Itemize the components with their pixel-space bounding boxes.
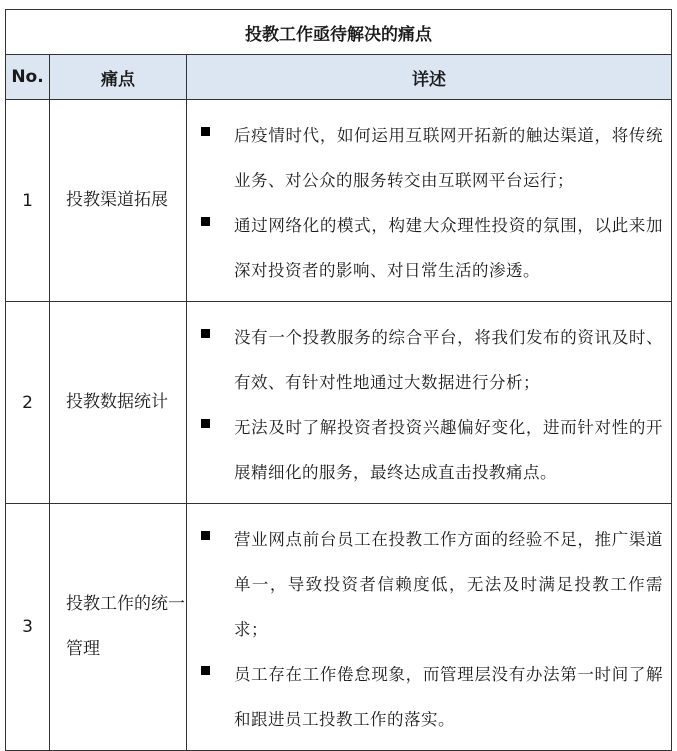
pain-point-name: 投教数据统计 — [50, 302, 187, 504]
detail-list — [187, 100, 672, 302]
detail-text: 后疫情时代，如何运用互联网开拓新的触达渠道，将传统业务、对公众的服务转交由互联网平台运行； — [234, 126, 664, 190]
table-title: 投教工作亟待解决的痛点 — [6, 10, 672, 55]
square-bullet-icon — [201, 329, 210, 338]
list-item — [201, 405, 663, 495]
detail-text: 员工存在工作倦怠现象，而管理层没有办法第一时间了解和跟进员工投教工作的落实。 — [234, 665, 664, 729]
list-item — [201, 652, 663, 742]
list-item — [201, 203, 663, 293]
square-bullet-icon — [201, 127, 210, 136]
square-bullet-icon — [201, 666, 210, 675]
table-row — [6, 100, 672, 302]
square-bullet-icon — [201, 531, 210, 540]
detail-text: 没有一个投教服务的综合平台，将我们发布的资讯及时、有效、有针对性地通过大数据进行分析； — [234, 328, 664, 392]
header-row — [6, 55, 672, 100]
pain-points-table — [5, 9, 672, 751]
square-bullet-icon — [201, 217, 210, 226]
row-number: 3 — [6, 504, 50, 751]
detail-text: 营业网点前台员工在投教工作方面的经验不足，推广渠道单一，导致投资者信赖度低，无法及时满足投教工作需求； — [234, 530, 664, 639]
detail-list — [187, 504, 672, 751]
row-number: 1 — [6, 100, 50, 302]
square-bullet-icon — [201, 419, 210, 428]
header-detail: 详述 — [187, 55, 672, 100]
detail-list — [187, 302, 672, 504]
list-item — [201, 517, 663, 652]
detail-text: 无法及时了解投资者投资兴趣偏好变化，进而针对性的开展精细化的服务，最终达成直击投教痛点。 — [234, 418, 664, 482]
table-row — [6, 302, 672, 504]
list-item — [201, 113, 663, 203]
pain-point-name: 投教渠道拓展 — [50, 100, 187, 302]
pain-point-name: 投教工作的统一管理 — [50, 504, 187, 751]
header-pain-point: 痛点 — [50, 55, 187, 100]
table-row — [6, 504, 672, 751]
list-item — [201, 315, 663, 405]
detail-text: 通过网络化的模式，构建大众理性投资的氛围，以此来加深对投资者的影响、对日常生活的渗透。 — [234, 216, 664, 280]
header-no: No. — [6, 55, 50, 100]
row-number: 2 — [6, 302, 50, 504]
